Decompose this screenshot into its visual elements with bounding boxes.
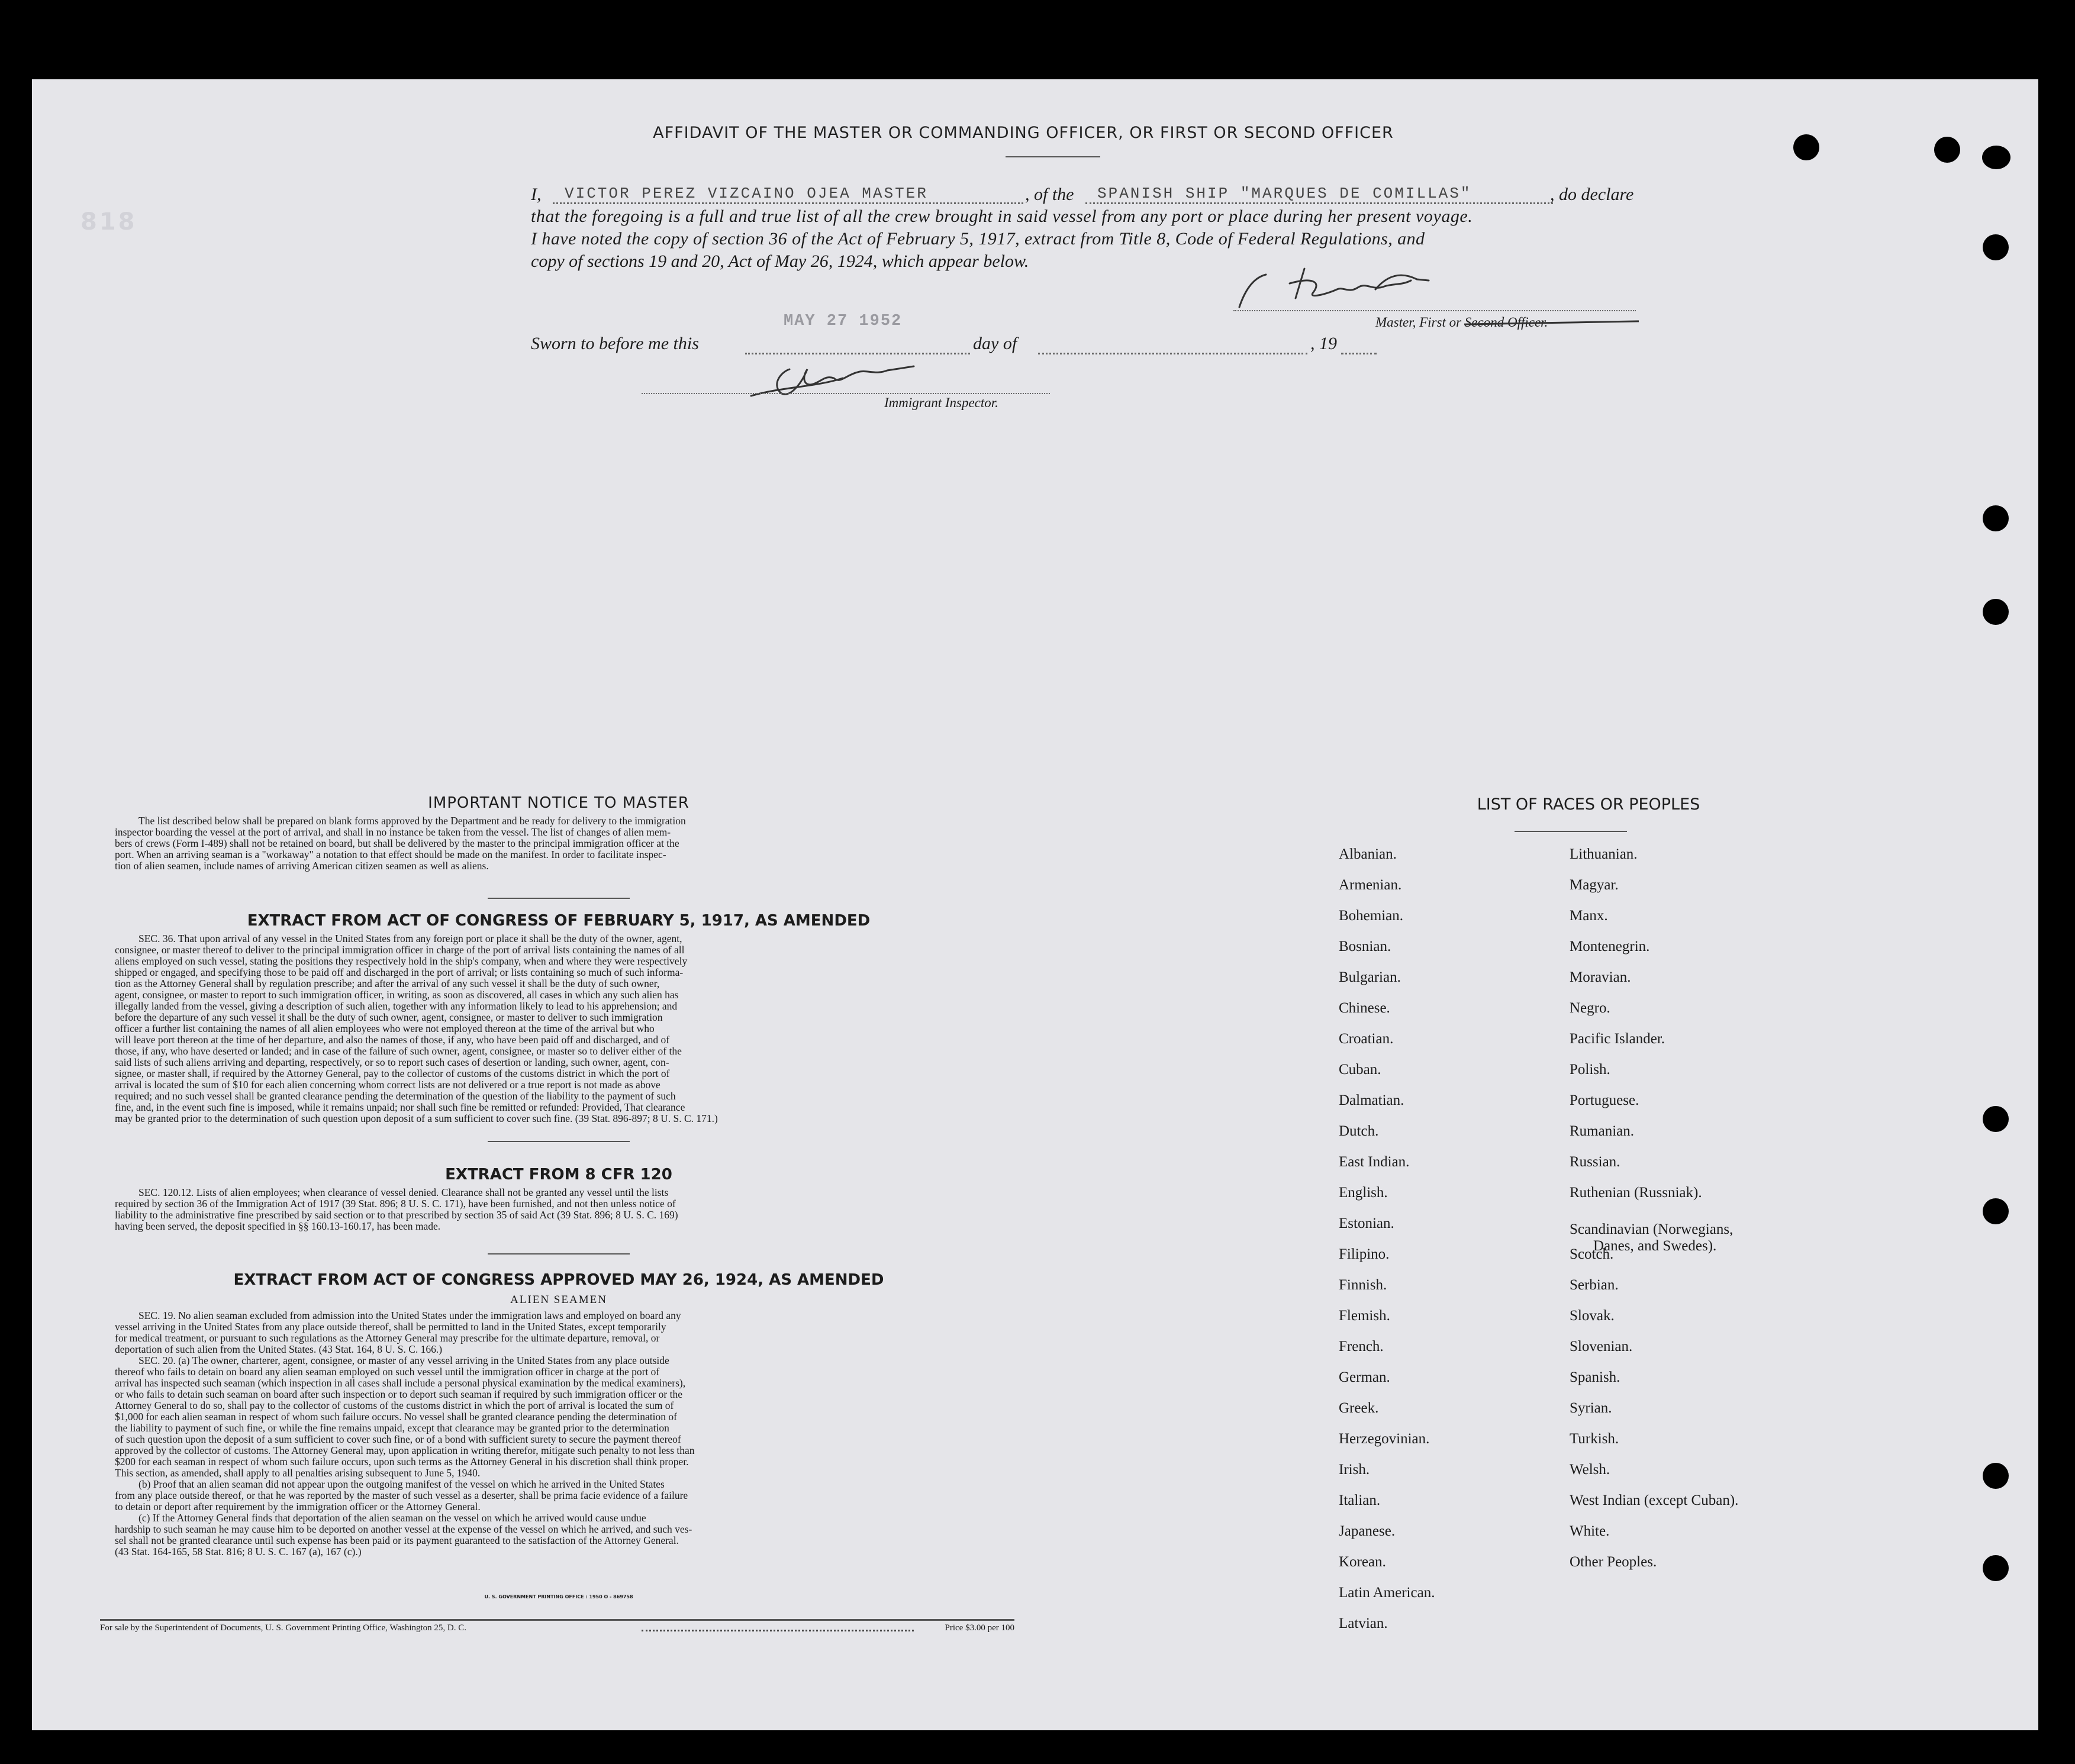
extract-1924-line: (c) If the Attorney General finds that deportation of the alien seaman on the vessel on which he arrived would cause undue — [138, 1512, 646, 1524]
race-item: Scandinavian (Norwegians, — [1570, 1221, 1734, 1237]
affidavit-line-2: that the foregoing is a full and true list of all the crew brought in said vessel from any port or place during her present voyage. — [531, 207, 1473, 226]
affidavit-line-4: copy of sections 19 and 20, Act of May 26, 1924, which appear below. — [531, 251, 1029, 271]
race-item: Pacific Islander. — [1570, 1031, 1665, 1047]
race-item: Italian. — [1339, 1492, 1381, 1508]
extract-1917-line: tion as the Attorney General shall by regulation prescribe; and after the arrival of any such vessel it shall be the duty of such owner, — [115, 978, 660, 989]
race-item: Irish. — [1339, 1462, 1370, 1478]
race-item: Dalmatian. — [1339, 1092, 1404, 1108]
extract-1924-line: approved by the collector of customs. The Attorney General may, upon application in writing therefor, mitigate such penalty to not less than — [115, 1444, 695, 1456]
cfr-120-body — [115, 1187, 1003, 1232]
affidavit-line-3: I have noted the copy of section 36 of the Act of February 5, 1917, extract from Title 8, Code of Federal Regulations, and — [531, 229, 1425, 249]
race-item: Bosnian. — [1339, 939, 1391, 954]
race-item: Russian. — [1570, 1154, 1620, 1170]
extract-1924-line: hardship to such seaman he may cause him to be deported on another vessel at the expense of the vessel on which he arrived, and such ves- — [115, 1523, 692, 1535]
extract-1917-line: may be granted prior to the determination of such question upon deposit of a sum sufficient to cover such fine. (39 Stat. 896-897; 8 U. S. C. 171.) — [115, 1112, 718, 1124]
race-item: German. — [1339, 1369, 1390, 1385]
sworn-month-line — [1038, 353, 1307, 354]
vessel-name-line — [1085, 202, 1553, 204]
master-name-typed: VICTOR PEREZ VIZCAINO OJEA MASTER — [565, 185, 928, 202]
extract-1924-line: sel shall not be granted clearance until such expense has been paid or its payment guaranteed to the satisfaction of the Attorney General. — [115, 1534, 679, 1546]
extract-1917-title: EXTRACT FROM ACT OF CONGRESS OF FEBRUARY 5, 1917, AS AMENDED — [247, 912, 871, 930]
notice-line: bers of crews (Form I-489) shall not be retained on board, but shall be delivered by the master to the principal immigration officer at the — [115, 837, 679, 849]
section-divider — [488, 898, 630, 899]
master-signature-line — [1233, 310, 1636, 311]
extract-1924-line: deportation of such alien from the United States. (43 Stat. 164, 8 U. S. C. 166.) — [115, 1343, 443, 1355]
section-divider — [488, 1141, 630, 1142]
race-item: Slovak. — [1570, 1308, 1615, 1324]
notice-body — [115, 815, 1003, 872]
race-item: Syrian. — [1570, 1400, 1612, 1416]
race-item: Latin American. — [1339, 1585, 1435, 1601]
punch-hole — [1934, 137, 1960, 163]
notice-line: tion of alien seamen, include names of arriving American citizen seamen as well as aliens. — [115, 860, 489, 872]
affidavit-title: AFFIDAVIT OF THE MASTER OR COMMANDING OFFICER, OR FIRST OR SECOND OFFICER — [653, 124, 1394, 142]
extract-1917-line: fine, and, in the event such fine is imposed, while it remains unpaid; nor shall such fine be remitted or refunded: Provided, That clearance — [115, 1101, 685, 1113]
race-item: English. — [1339, 1185, 1388, 1201]
faint-stamp-number: 818 — [80, 208, 137, 236]
race-item: Magyar. — [1570, 877, 1619, 893]
race-item: Danes, and Swedes). — [1593, 1238, 1717, 1254]
affidavit-of-the: , of the — [1025, 185, 1074, 204]
master-caption: Master, First or Second Officer. — [1375, 315, 1548, 330]
race-item: Japanese. — [1339, 1523, 1396, 1539]
affidavit-do-declare: , do declare — [1550, 185, 1634, 204]
extract-1917-line: illegally landed from the vessel, giving a description of such alien, together with any information likely to lead to his apprehension; and — [115, 1000, 678, 1012]
footer-right: Price $3.00 per 100 — [945, 1623, 1014, 1633]
race-item: Welsh. — [1570, 1462, 1610, 1478]
race-item: Cuban. — [1339, 1062, 1381, 1078]
extract-1917-line: arrival is located the sum of $10 for each alien concerning whom correct lists are not delivered or a true report is not made as above — [115, 1079, 660, 1091]
extract-1924-title: EXTRACT FROM ACT OF CONGRESS APPROVED MAY 26, 1924, AS AMENDED — [233, 1271, 884, 1289]
extract-1924-subtitle: ALIEN SEAMEN — [510, 1294, 607, 1306]
master-signature — [1233, 257, 1458, 313]
inspector-signature-line — [642, 393, 1050, 394]
race-item: Albanian. — [1339, 846, 1397, 862]
race-item: Montenegrin. — [1570, 939, 1650, 954]
race-item: Ruthenian (Russniak). — [1570, 1185, 1702, 1201]
cfr-120-line: having been served, the deposit specified in §§ 160.13-160.17, has been made. — [115, 1220, 441, 1232]
footer-left: For sale by the Superintendent of Documents, U. S. Government Printing Office, Washington 25, D. C. — [100, 1623, 466, 1633]
race-item: Rumanian. — [1570, 1123, 1635, 1139]
cfr-120-line: required by section 36 of the Immigration Act of 1917 (39 Stat. 896; 8 U. S. C. 171), have been furnished, and not then unless notice of — [115, 1198, 676, 1210]
document-page — [32, 79, 2038, 1730]
extract-1917-line: consignee, or master thereof to deliver to the principal immigration officer in charge of the port of arrival lists containing the names of all — [115, 944, 685, 956]
notice-line: inspector boarding the vessel at the port of arrival, and shall in no instance be taken from the vessel. The list of changes of alien mem- — [115, 826, 671, 838]
race-item: Scotch. — [1570, 1246, 1614, 1262]
race-item: Portuguese. — [1570, 1092, 1639, 1108]
year-line — [1341, 353, 1377, 354]
extract-1924-line: Attorney General to do so, shall pay to the collector of customs of the customs district in which the port of arrival is located the sum of — [115, 1399, 674, 1411]
race-item: Bohemian. — [1339, 908, 1404, 924]
extract-1917-line: agent, consignee, or master to report to such immigration officer, in writing, as soon as discovered, all cases in which any such alien has — [115, 989, 679, 1001]
extract-1917-line: shipped or engaged, and specifying those to be paid off and discharged in the port of arrival; or lists containing so much of such informa- — [115, 966, 684, 978]
extract-1924-line: arrival has inspected such seaman (which inspection in all cases shall include a personal physical examination by the medical examiners), — [115, 1377, 686, 1389]
race-item: Turkish. — [1570, 1431, 1619, 1447]
punch-hole — [1983, 1106, 2009, 1132]
day-of-text: day of — [973, 334, 1017, 353]
cfr-120-line: liability to the administrative fine prescribed by said section or to that prescribed by section 35 of said Act (39 Stat. 896; 8 U. S. C. 169) — [115, 1209, 678, 1221]
race-item: Other Peoples. — [1570, 1554, 1657, 1570]
extract-1917-line: officer a further list containing the names of all alien employees who were not employed thereon at the time of the arrival but who — [115, 1023, 655, 1034]
extract-1924-line: (43 Stat. 164-165, 58 Stat. 816; 8 U. S. C. 167 (a), 167 (c).) — [115, 1546, 362, 1557]
vessel-name-typed: SPANISH SHIP "MARQUES DE COMILLAS" — [1097, 185, 1472, 202]
date-stamp: MAY 27 1952 — [784, 312, 903, 330]
race-item: Latvian. — [1339, 1615, 1388, 1631]
extract-1924-line: $1,000 for each alien seaman in respect of whom such failure occurs. No vessel shall be granted clearance pending the determination of — [115, 1411, 677, 1423]
race-item: Herzegovinian. — [1339, 1431, 1430, 1447]
race-item: Chinese. — [1339, 1000, 1390, 1016]
extract-1924-line: SEC. 19. No alien seaman excluded from admission into the United States under the immigration laws and employed on board any — [138, 1310, 681, 1321]
punch-hole — [1793, 134, 1819, 160]
extract-1917-body — [115, 933, 1003, 1124]
race-item: French. — [1339, 1339, 1384, 1355]
extract-1917-line: those, if any, who have deserted or landed; and in case of the failure of such owner, agent, consignee, or master so to deliver either of the — [115, 1045, 682, 1057]
title-rule — [1006, 156, 1100, 157]
year-prefix: , 19 — [1310, 334, 1337, 353]
extract-1924-body — [115, 1310, 1003, 1557]
race-item: Korean. — [1339, 1554, 1386, 1570]
race-item: East Indian. — [1339, 1154, 1410, 1170]
gpo-line: U. S. GOVERNMENT PRINTING OFFICE : 1950 O - 869758 — [484, 1594, 633, 1599]
race-item: Estonian. — [1339, 1215, 1394, 1231]
race-item: Moravian. — [1570, 969, 1631, 985]
extract-1924-line: the liability to payment of such fine, or while the fine remains unpaid, except that clearance may be granted prior to the determination — [115, 1422, 669, 1434]
footer-leader — [642, 1630, 914, 1631]
inspector-caption: Immigrant Inspector. — [884, 395, 998, 410]
race-item: West Indian (except Cuban). — [1570, 1492, 1739, 1508]
extract-1924-line: to detain or deport after requirement by the immigration officer or the Attorney General. — [115, 1501, 481, 1513]
race-item: Greek. — [1339, 1400, 1379, 1416]
section-divider — [488, 1253, 630, 1255]
notice-title: IMPORTANT NOTICE TO MASTER — [428, 794, 689, 812]
punch-hole — [1983, 599, 2009, 625]
extract-1917-line: aliens employed on such vessel, stating the positions they respectively hold in the ship's company, when and where they were respectively — [115, 955, 688, 967]
punch-hole — [1983, 1555, 2009, 1581]
race-item: White. — [1570, 1523, 1610, 1539]
punch-hole — [1983, 505, 2009, 531]
extract-1917-line: SEC. 36. That upon arrival of any vessel in the United States from any foreign port or place it shall be the duty of the owner, agent, — [138, 933, 682, 944]
extract-1917-line: said lists of such aliens arriving and departing, respectively, or so to report such cases of desertion or landing, such owner, agent, con- — [115, 1056, 669, 1068]
races-title: LIST OF RACES OR PEOPLES — [1477, 795, 1700, 814]
races-title-rule — [1515, 831, 1627, 832]
race-item: Spanish. — [1570, 1369, 1620, 1385]
race-item: Finnish. — [1339, 1277, 1387, 1293]
extract-1924-line: vessel arriving in the United States from any place outside thereof, shall be permitted to land in the United States, except temporarily — [115, 1321, 666, 1333]
race-item: Negro. — [1570, 1000, 1610, 1016]
extract-1924-line: thereof who fails to detain on board any alien seaman employed on such vessel until the immigration officer in charge at the port of — [115, 1366, 660, 1378]
race-item: Serbian. — [1570, 1277, 1619, 1293]
extract-1924-line: for medical treatment, or pursuant to such regulations as the Attorney General may prescribe for the ultimate departure, removal, or — [115, 1332, 660, 1344]
race-item: Manx. — [1570, 908, 1608, 924]
sworn-text: Sworn to before me this — [531, 334, 699, 353]
extract-1924-line: or who fails to detain such seaman on board after such inspection or to deport such seaman if required by such immigration officer or the — [115, 1388, 682, 1400]
race-item: Armenian. — [1339, 877, 1402, 893]
race-item: Filipino. — [1339, 1246, 1390, 1262]
punch-hole — [1983, 1463, 2009, 1489]
extract-1917-line: will leave port thereon at the time of her departure, and also the names of those, if any, who have been paid off and discharged, and of — [115, 1034, 670, 1046]
race-item: Croatian. — [1339, 1031, 1394, 1047]
extract-1917-line: signee, or master shall, if required by the Attorney General, pay to the collector of customs of the customs district in which the port of — [115, 1068, 670, 1079]
notice-line: The list described below shall be prepared on blank forms approved by the Department and be ready for delivery to the immigration — [138, 815, 686, 827]
race-item: Polish. — [1570, 1062, 1610, 1078]
punch-hole — [1983, 1198, 2009, 1224]
extract-1917-line: required; and no such vessel shall be granted clearance pending the determination of the question of the liability to the payment of such — [115, 1090, 676, 1102]
extract-1917-line: before the departure of any such vessel it shall be the duty of such owner, agent, consignee, or master to deliver to such immigration — [115, 1011, 663, 1023]
punch-hole — [1983, 234, 2009, 260]
race-item: Slovenian. — [1570, 1339, 1633, 1355]
race-item: Bulgarian. — [1339, 969, 1401, 985]
cfr-120-line: SEC. 120.12. Lists of alien employees; when clearance of vessel denied. Clearance shall not be granted any vessel until the lists — [138, 1186, 669, 1198]
extract-1924-line: $200 for each seaman in respect of whom such failure occurs, upon such terms as the Attorney General in his discretion shall think proper. — [115, 1456, 689, 1468]
race-item: Lithuanian. — [1570, 846, 1638, 862]
master-name-line — [553, 202, 1023, 204]
extract-1924-line: (b) Proof that an alien seaman did not appear upon the outgoing manifest of the vessel on which he arrived in the United States — [138, 1478, 665, 1490]
extract-1924-line: from any place outside thereof, or that he was reported by the master of such vessel as a deserter, shall be prima facie evidence of a failure — [115, 1489, 688, 1501]
race-item: Dutch. — [1339, 1123, 1379, 1139]
notice-line: port. When an arriving seaman is a "workaway" a notation to that effect should be made on the manifest. In order to facilitate inspec- — [115, 849, 666, 860]
punch-hole — [1982, 146, 2010, 169]
footer-rule — [100, 1619, 1014, 1621]
race-item: Flemish. — [1339, 1308, 1390, 1324]
affidavit-i: I, — [531, 185, 542, 204]
cfr-120-title: EXTRACT FROM 8 CFR 120 — [445, 1166, 672, 1183]
extract-1924-line: of such question upon the deposit of a sum sufficient to cover such fine, or of a bond with sufficient surety to secure the payment thereof — [115, 1433, 681, 1445]
extract-1924-line: SEC. 20. (a) The owner, charterer, agent, consignee, or master of any vessel arriving in the United States from any place outside — [138, 1355, 669, 1366]
extract-1924-line: This section, as amended, shall apply to all penalties arising subsequent to June 5, 1940. — [115, 1467, 481, 1479]
